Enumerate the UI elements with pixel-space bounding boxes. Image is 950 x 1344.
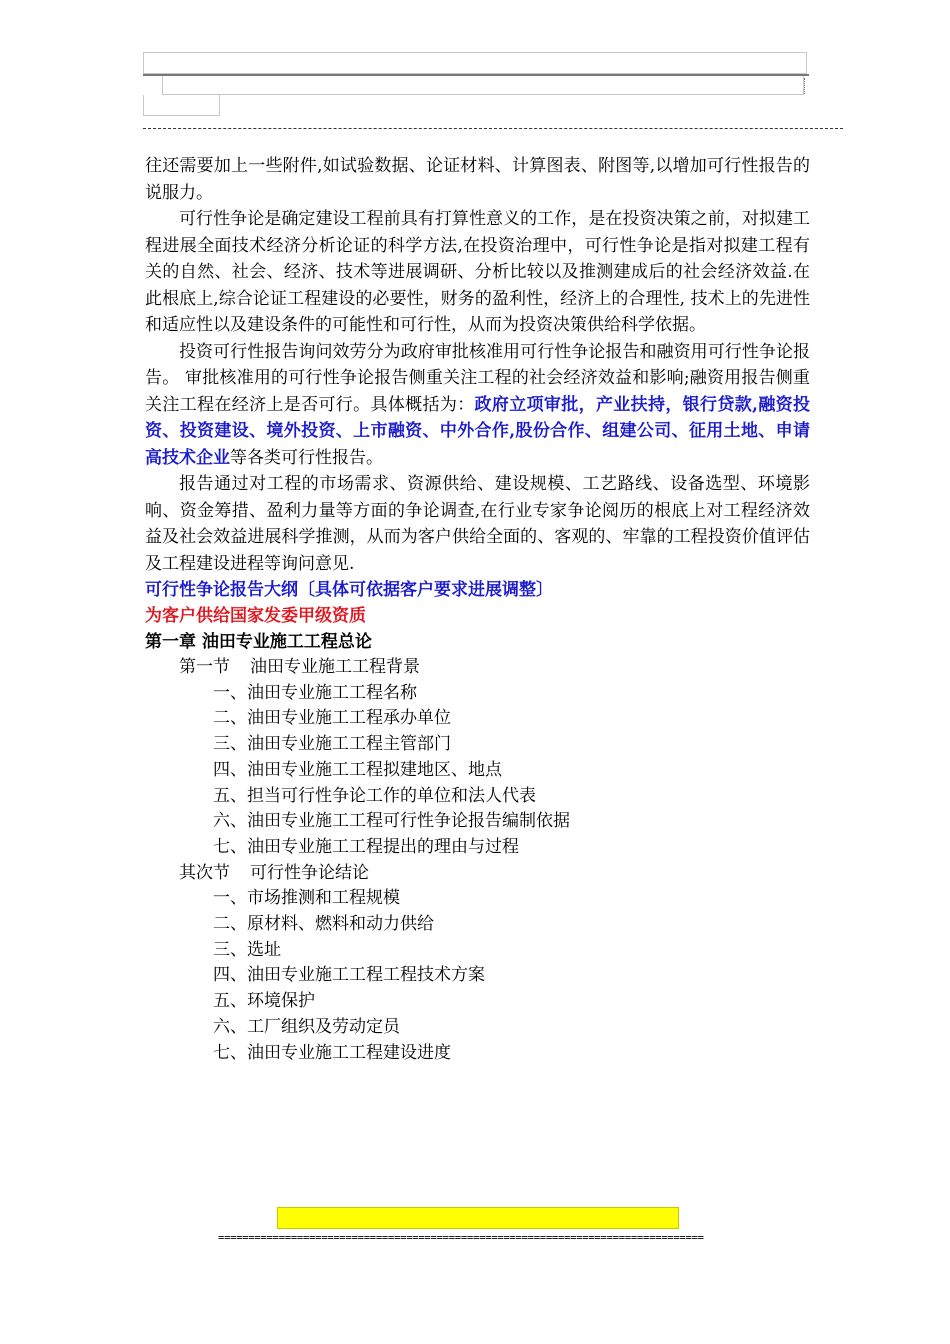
- section-label: 第一节: [179, 657, 230, 677]
- header-frame-middle: [162, 76, 804, 95]
- toc-item: 七、油田专业施工工程建设进度: [213, 1042, 451, 1063]
- toc-item: 一、油田专业施工工程名称: [213, 682, 417, 703]
- paragraph-report-types: [145, 339, 810, 472]
- section-heading: [145, 861, 810, 887]
- toc-item: 四、油田专业施工工程拟建地区、地点: [213, 759, 502, 780]
- document-body: [145, 153, 810, 1066]
- paragraph-attachments: 往还需要加上一些附件,如试验数据、论证材料、计算图表、附图等,以增加可行性报告的说服力。: [145, 156, 810, 203]
- footer-rule: ================================================================================: [218, 1232, 704, 1244]
- qualification-heading: 为客户供给国家发委甲级资质: [145, 606, 366, 626]
- toc-item: 二、油田专业施工工程承办单位: [213, 708, 451, 729]
- toc-item: 四、油田专业施工工程工程技术方案: [213, 965, 485, 986]
- header-frame-left: [143, 95, 220, 116]
- report-types-highlight: 政府立项审批，产业扶持，银行贷款,融资投资、投资建设、境外投资、上市融资、中外合作,股份合作、组建公司、征用土地、申请高技术企业: [145, 394, 811, 468]
- toc-item: 一、市场推测和工程规模: [213, 888, 400, 909]
- toc-item: 七、油田专业施工工程提出的理由与过程: [213, 836, 519, 857]
- toc-item: 六、油田专业施工工程可行性争论报告编制依据: [213, 811, 570, 832]
- footer-highlight-bar: [277, 1207, 679, 1229]
- section-title: 可行性争论结论: [250, 862, 369, 883]
- report-types-intro: 投资可行性报告询问效劳分为政府审批核准用可行性争论报告和融资用可行性争论报告。 审批核准用的可行性争论报告侧重关注工程的社会经济效益和影响;融资用报告侧重关注工程在经济上是否可行。具体概括为：: [145, 341, 810, 415]
- toc-item: 五、环境保护: [213, 991, 315, 1012]
- header-frame-top: [143, 52, 807, 74]
- section-title: 油田专业施工工程背景: [250, 657, 420, 677]
- paragraph-report-method: 报告通过对工程的市场需求、资源供给、建设规模、工艺路线、设备选型、环境影响、资金筹措、盈利力量等方面的争论调查,在行业专家争论阅历的根底上对工程经济效益及社会效益进展科学推测，从而为客户供给全面的、客观的、牢靠的工程投资价值评估及工程建设进程等询问意见.: [145, 474, 810, 574]
- toc-item: 六、工厂组织及劳动定员: [213, 1016, 400, 1037]
- outline-heading: 可行性争论报告大纲〔具体可依据客户要求进展调整〕: [145, 580, 553, 600]
- section-label: 其次节: [179, 862, 230, 883]
- chapter-title: 第一章 油田专业施工工程总论: [145, 632, 372, 652]
- section-heading: [145, 655, 810, 681]
- toc-item: 五、担当可行性争论工作的单位和法人代表: [213, 785, 536, 806]
- paragraph-feasibility-definition: 可行性争论是确定建设工程前具有打算性意义的工作，是在投资决策之前，对拟建工程进展全面技术经济分析论证的科学方法,在投资治理中，可行性争论是指对拟建工程有关的自然、社会、经济、技术等进展调研、分析比较以及推测建成后的社会经济效益.在此根底上,综合论证工程建设的必要性，财务的盈利性，经济上的合理性, 技术上的先进性和适应性以及建设条件的可能性和可行性，从而为投资决策供给科学依据。: [145, 209, 810, 335]
- toc-item: 二、原材料、燃料和动力供给: [213, 914, 434, 935]
- report-types-end: 等各类可行性报告。: [230, 447, 383, 468]
- header-tick: [804, 78, 805, 94]
- table-of-contents: [145, 655, 810, 1066]
- toc-item: 三、选址: [213, 939, 281, 960]
- toc-item: 三、油田专业施工工程主管部门: [213, 734, 451, 755]
- header-dashed-divider: [143, 128, 843, 129]
